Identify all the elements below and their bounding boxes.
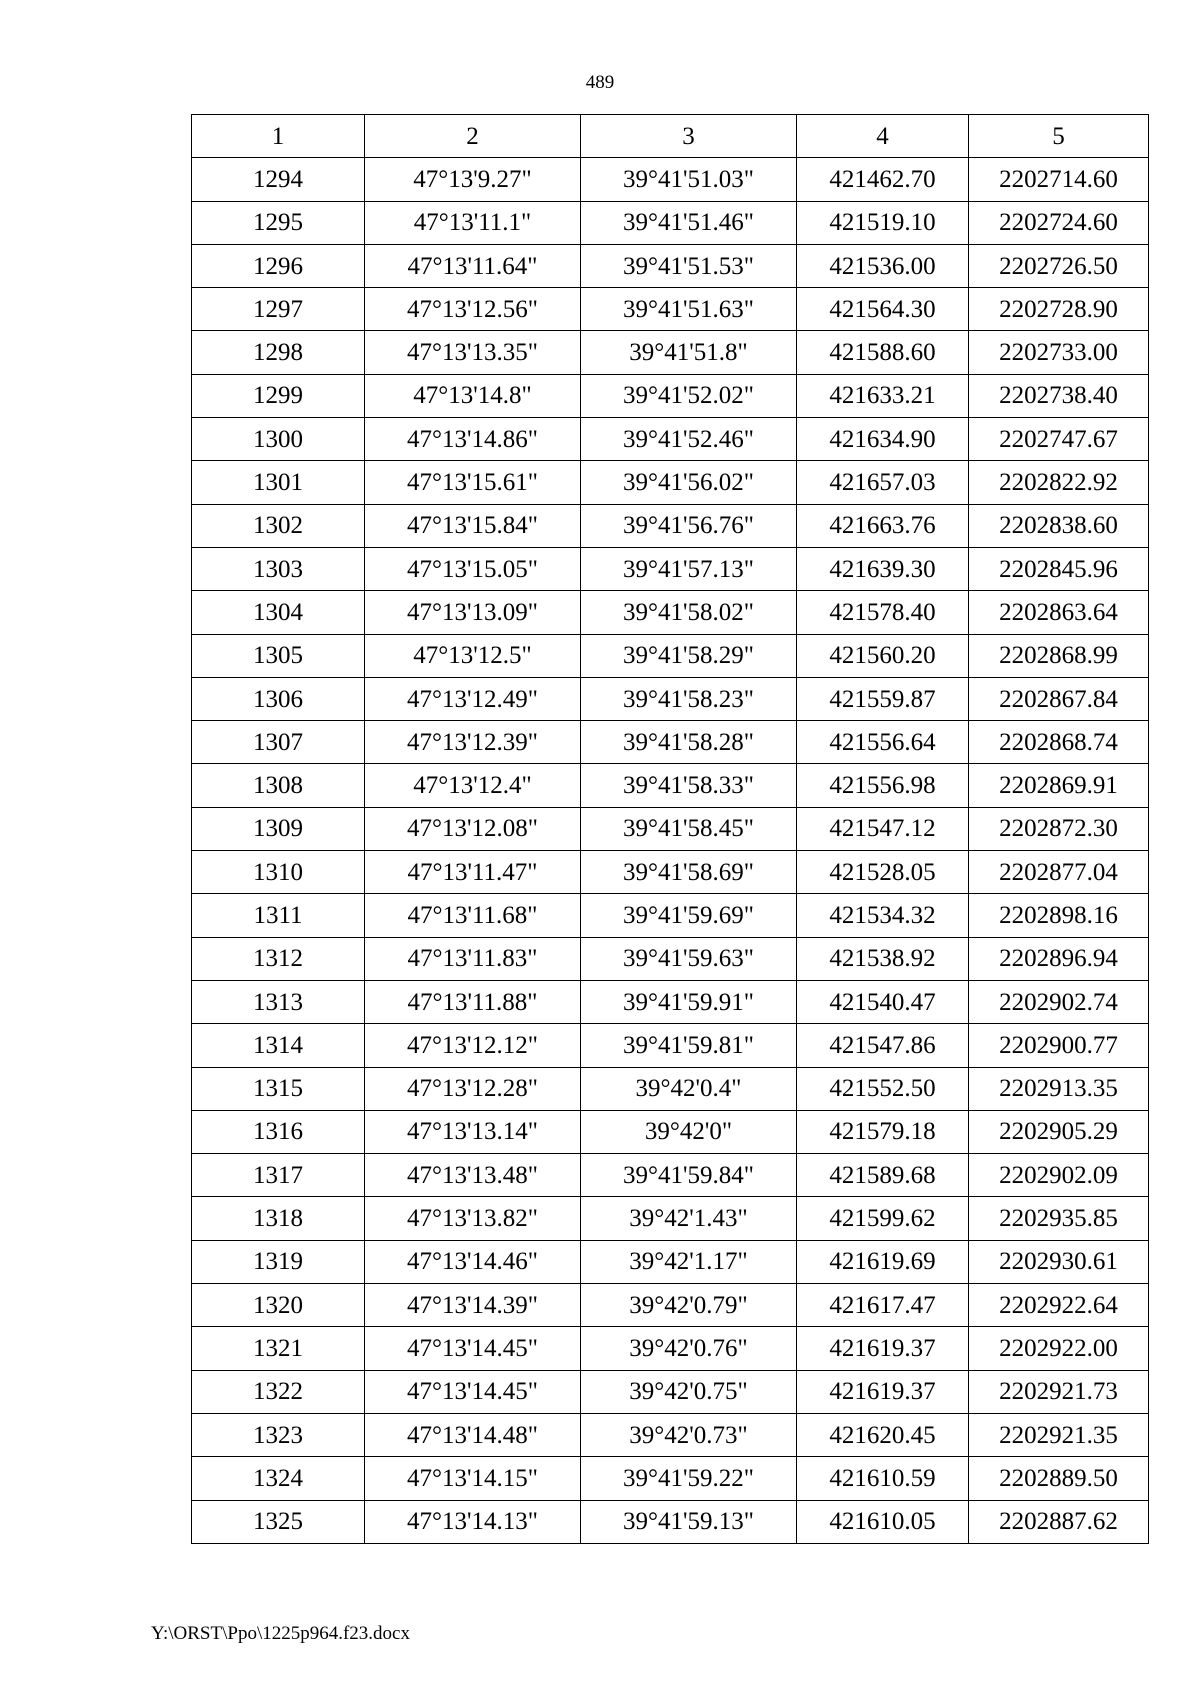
table-row bbox=[192, 331, 1149, 374]
latitude-cell: 47°13'14.39" bbox=[365, 1284, 581, 1327]
x-coordinate-cell: 421599.62 bbox=[797, 1197, 969, 1240]
point-number-cell: 1303 bbox=[192, 547, 365, 590]
longitude-cell: 39°41'59.81" bbox=[581, 1024, 797, 1067]
latitude-cell: 47°13'11.68" bbox=[365, 894, 581, 937]
y-coordinate-cell: 2202921.73 bbox=[969, 1370, 1149, 1413]
point-number-cell: 1298 bbox=[192, 331, 365, 374]
point-number-cell: 1305 bbox=[192, 634, 365, 677]
column-header: 4 bbox=[797, 115, 969, 158]
column-header: 3 bbox=[581, 115, 797, 158]
table-row bbox=[192, 591, 1149, 634]
y-coordinate-cell: 2202898.16 bbox=[969, 894, 1149, 937]
point-number-cell: 1315 bbox=[192, 1067, 365, 1110]
table-row bbox=[192, 1500, 1149, 1543]
x-coordinate-cell: 421552.50 bbox=[797, 1067, 969, 1110]
table-row bbox=[192, 721, 1149, 764]
latitude-cell: 47°13'15.61" bbox=[365, 461, 581, 504]
point-number-cell: 1312 bbox=[192, 937, 365, 980]
y-coordinate-cell: 2202728.90 bbox=[969, 288, 1149, 331]
column-header: 1 bbox=[192, 115, 365, 158]
y-coordinate-cell: 2202930.61 bbox=[969, 1240, 1149, 1283]
point-number-cell: 1325 bbox=[192, 1500, 365, 1543]
x-coordinate-cell: 421633.21 bbox=[797, 374, 969, 417]
table-row bbox=[192, 634, 1149, 677]
longitude-cell: 39°41'59.22" bbox=[581, 1457, 797, 1500]
column-header: 5 bbox=[969, 115, 1149, 158]
table-row bbox=[192, 851, 1149, 894]
point-number-cell: 1317 bbox=[192, 1154, 365, 1197]
x-coordinate-cell: 421589.68 bbox=[797, 1154, 969, 1197]
longitude-cell: 39°42'0" bbox=[581, 1110, 797, 1153]
x-coordinate-cell: 421547.12 bbox=[797, 807, 969, 850]
y-coordinate-cell: 2202922.00 bbox=[969, 1327, 1149, 1370]
y-coordinate-cell: 2202935.85 bbox=[969, 1197, 1149, 1240]
longitude-cell: 39°41'52.02" bbox=[581, 374, 797, 417]
longitude-cell: 39°41'51.03" bbox=[581, 158, 797, 201]
point-number-cell: 1313 bbox=[192, 980, 365, 1023]
x-coordinate-cell: 421639.30 bbox=[797, 547, 969, 590]
latitude-cell: 47°13'14.45" bbox=[365, 1370, 581, 1413]
longitude-cell: 39°41'59.91" bbox=[581, 980, 797, 1023]
table-row bbox=[192, 937, 1149, 980]
latitude-cell: 47°13'14.46" bbox=[365, 1240, 581, 1283]
x-coordinate-cell: 421663.76 bbox=[797, 504, 969, 547]
table-row bbox=[192, 1024, 1149, 1067]
x-coordinate-cell: 421579.18 bbox=[797, 1110, 969, 1153]
table-row bbox=[192, 1067, 1149, 1110]
latitude-cell: 47°13'13.14" bbox=[365, 1110, 581, 1153]
latitude-cell: 47°13'14.86" bbox=[365, 418, 581, 461]
point-number-cell: 1323 bbox=[192, 1413, 365, 1456]
table-row bbox=[192, 1197, 1149, 1240]
table-row bbox=[192, 504, 1149, 547]
y-coordinate-cell: 2202726.50 bbox=[969, 244, 1149, 287]
y-coordinate-cell: 2202714.60 bbox=[969, 158, 1149, 201]
y-coordinate-cell: 2202872.30 bbox=[969, 807, 1149, 850]
x-coordinate-cell: 421556.98 bbox=[797, 764, 969, 807]
x-coordinate-cell: 421610.59 bbox=[797, 1457, 969, 1500]
x-coordinate-cell: 421610.05 bbox=[797, 1500, 969, 1543]
longitude-cell: 39°41'51.53" bbox=[581, 244, 797, 287]
x-coordinate-cell: 421559.87 bbox=[797, 677, 969, 720]
longitude-cell: 39°42'1.43" bbox=[581, 1197, 797, 1240]
x-coordinate-cell: 421578.40 bbox=[797, 591, 969, 634]
latitude-cell: 47°13'14.48" bbox=[365, 1413, 581, 1456]
point-number-cell: 1299 bbox=[192, 374, 365, 417]
table-row bbox=[192, 461, 1149, 504]
y-coordinate-cell: 2202900.77 bbox=[969, 1024, 1149, 1067]
latitude-cell: 47°13'12.56" bbox=[365, 288, 581, 331]
y-coordinate-cell: 2202869.91 bbox=[969, 764, 1149, 807]
x-coordinate-cell: 421536.00 bbox=[797, 244, 969, 287]
x-coordinate-cell: 421619.37 bbox=[797, 1370, 969, 1413]
point-number-cell: 1314 bbox=[192, 1024, 365, 1067]
longitude-cell: 39°41'58.33" bbox=[581, 764, 797, 807]
table-row bbox=[192, 288, 1149, 331]
x-coordinate-cell: 421547.86 bbox=[797, 1024, 969, 1067]
longitude-cell: 39°41'51.8" bbox=[581, 331, 797, 374]
longitude-cell: 39°41'58.02" bbox=[581, 591, 797, 634]
point-number-cell: 1321 bbox=[192, 1327, 365, 1370]
column-header: 2 bbox=[365, 115, 581, 158]
y-coordinate-cell: 2202868.74 bbox=[969, 721, 1149, 764]
x-coordinate-cell: 421540.47 bbox=[797, 980, 969, 1023]
x-coordinate-cell: 421619.37 bbox=[797, 1327, 969, 1370]
latitude-cell: 47°13'14.8" bbox=[365, 374, 581, 417]
longitude-cell: 39°42'0.73" bbox=[581, 1413, 797, 1456]
latitude-cell: 47°13'12.08" bbox=[365, 807, 581, 850]
latitude-cell: 47°13'12.28" bbox=[365, 1067, 581, 1110]
longitude-cell: 39°41'56.02" bbox=[581, 461, 797, 504]
longitude-cell: 39°41'57.13" bbox=[581, 547, 797, 590]
table-row bbox=[192, 201, 1149, 244]
table-row bbox=[192, 1154, 1149, 1197]
latitude-cell: 47°13'15.05" bbox=[365, 547, 581, 590]
longitude-cell: 39°42'0.4" bbox=[581, 1067, 797, 1110]
coordinates-table bbox=[191, 114, 1149, 1544]
x-coordinate-cell: 421619.69 bbox=[797, 1240, 969, 1283]
point-number-cell: 1294 bbox=[192, 158, 365, 201]
latitude-cell: 47°13'12.4" bbox=[365, 764, 581, 807]
table-row bbox=[192, 547, 1149, 590]
latitude-cell: 47°13'15.84" bbox=[365, 504, 581, 547]
longitude-cell: 39°41'59.84" bbox=[581, 1154, 797, 1197]
latitude-cell: 47°13'13.82" bbox=[365, 1197, 581, 1240]
x-coordinate-cell: 421564.30 bbox=[797, 288, 969, 331]
y-coordinate-cell: 2202724.60 bbox=[969, 201, 1149, 244]
x-coordinate-cell: 421588.60 bbox=[797, 331, 969, 374]
point-number-cell: 1322 bbox=[192, 1370, 365, 1413]
point-number-cell: 1310 bbox=[192, 851, 365, 894]
point-number-cell: 1324 bbox=[192, 1457, 365, 1500]
point-number-cell: 1320 bbox=[192, 1284, 365, 1327]
x-coordinate-cell: 421556.64 bbox=[797, 721, 969, 764]
y-coordinate-cell: 2202896.94 bbox=[969, 937, 1149, 980]
x-coordinate-cell: 421560.20 bbox=[797, 634, 969, 677]
longitude-cell: 39°42'1.17" bbox=[581, 1240, 797, 1283]
y-coordinate-cell: 2202867.84 bbox=[969, 677, 1149, 720]
longitude-cell: 39°41'59.13" bbox=[581, 1500, 797, 1543]
table-header-row bbox=[192, 115, 1149, 158]
x-coordinate-cell: 421534.32 bbox=[797, 894, 969, 937]
y-coordinate-cell: 2202877.04 bbox=[969, 851, 1149, 894]
y-coordinate-cell: 2202887.62 bbox=[969, 1500, 1149, 1543]
latitude-cell: 47°13'11.1" bbox=[365, 201, 581, 244]
x-coordinate-cell: 421528.05 bbox=[797, 851, 969, 894]
point-number-cell: 1316 bbox=[192, 1110, 365, 1153]
table-row bbox=[192, 764, 1149, 807]
table-row bbox=[192, 418, 1149, 461]
table-row bbox=[192, 1284, 1149, 1327]
point-number-cell: 1296 bbox=[192, 244, 365, 287]
latitude-cell: 47°13'14.45" bbox=[365, 1327, 581, 1370]
latitude-cell: 47°13'14.15" bbox=[365, 1457, 581, 1500]
latitude-cell: 47°13'12.49" bbox=[365, 677, 581, 720]
longitude-cell: 39°42'0.75" bbox=[581, 1370, 797, 1413]
table-row bbox=[192, 1327, 1149, 1370]
latitude-cell: 47°13'13.48" bbox=[365, 1154, 581, 1197]
table-body bbox=[192, 158, 1149, 1544]
latitude-cell: 47°13'11.47" bbox=[365, 851, 581, 894]
point-number-cell: 1295 bbox=[192, 201, 365, 244]
longitude-cell: 39°41'58.45" bbox=[581, 807, 797, 850]
table-row bbox=[192, 374, 1149, 417]
x-coordinate-cell: 421519.10 bbox=[797, 201, 969, 244]
y-coordinate-cell: 2202913.35 bbox=[969, 1067, 1149, 1110]
table-row bbox=[192, 1370, 1149, 1413]
table-row bbox=[192, 1413, 1149, 1456]
y-coordinate-cell: 2202733.00 bbox=[969, 331, 1149, 374]
point-number-cell: 1304 bbox=[192, 591, 365, 634]
footer-file-path: Y:\ORST\Ppo\1225p964.f23.docx bbox=[151, 1623, 410, 1644]
x-coordinate-cell: 421462.70 bbox=[797, 158, 969, 201]
point-number-cell: 1297 bbox=[192, 288, 365, 331]
y-coordinate-cell: 2202738.40 bbox=[969, 374, 1149, 417]
x-coordinate-cell: 421538.92 bbox=[797, 937, 969, 980]
longitude-cell: 39°41'51.46" bbox=[581, 201, 797, 244]
point-number-cell: 1306 bbox=[192, 677, 365, 720]
longitude-cell: 39°41'59.69" bbox=[581, 894, 797, 937]
y-coordinate-cell: 2202868.99 bbox=[969, 634, 1149, 677]
point-number-cell: 1309 bbox=[192, 807, 365, 850]
table-row bbox=[192, 980, 1149, 1023]
table-row bbox=[192, 244, 1149, 287]
x-coordinate-cell: 421620.45 bbox=[797, 1413, 969, 1456]
point-number-cell: 1308 bbox=[192, 764, 365, 807]
y-coordinate-cell: 2202902.09 bbox=[969, 1154, 1149, 1197]
longitude-cell: 39°41'59.63" bbox=[581, 937, 797, 980]
point-number-cell: 1307 bbox=[192, 721, 365, 764]
longitude-cell: 39°41'58.69" bbox=[581, 851, 797, 894]
point-number-cell: 1318 bbox=[192, 1197, 365, 1240]
latitude-cell: 47°13'12.12" bbox=[365, 1024, 581, 1067]
latitude-cell: 47°13'13.09" bbox=[365, 591, 581, 634]
latitude-cell: 47°13'11.64" bbox=[365, 244, 581, 287]
table-row bbox=[192, 1240, 1149, 1283]
y-coordinate-cell: 2202822.92 bbox=[969, 461, 1149, 504]
longitude-cell: 39°42'0.76" bbox=[581, 1327, 797, 1370]
y-coordinate-cell: 2202905.29 bbox=[969, 1110, 1149, 1153]
latitude-cell: 47°13'12.39" bbox=[365, 721, 581, 764]
x-coordinate-cell: 421634.90 bbox=[797, 418, 969, 461]
y-coordinate-cell: 2202921.35 bbox=[969, 1413, 1149, 1456]
latitude-cell: 47°13'14.13" bbox=[365, 1500, 581, 1543]
latitude-cell: 47°13'12.5" bbox=[365, 634, 581, 677]
table-row bbox=[192, 894, 1149, 937]
point-number-cell: 1302 bbox=[192, 504, 365, 547]
y-coordinate-cell: 2202902.74 bbox=[969, 980, 1149, 1023]
x-coordinate-cell: 421617.47 bbox=[797, 1284, 969, 1327]
point-number-cell: 1300 bbox=[192, 418, 365, 461]
y-coordinate-cell: 2202838.60 bbox=[969, 504, 1149, 547]
y-coordinate-cell: 2202922.64 bbox=[969, 1284, 1149, 1327]
latitude-cell: 47°13'9.27" bbox=[365, 158, 581, 201]
longitude-cell: 39°41'58.28" bbox=[581, 721, 797, 764]
longitude-cell: 39°41'58.23" bbox=[581, 677, 797, 720]
table-row bbox=[192, 1457, 1149, 1500]
page-number: 489 bbox=[585, 72, 615, 93]
x-coordinate-cell: 421657.03 bbox=[797, 461, 969, 504]
longitude-cell: 39°41'51.63" bbox=[581, 288, 797, 331]
y-coordinate-cell: 2202845.96 bbox=[969, 547, 1149, 590]
table-row bbox=[192, 807, 1149, 850]
latitude-cell: 47°13'11.88" bbox=[365, 980, 581, 1023]
latitude-cell: 47°13'11.83" bbox=[365, 937, 581, 980]
point-number-cell: 1319 bbox=[192, 1240, 365, 1283]
longitude-cell: 39°42'0.79" bbox=[581, 1284, 797, 1327]
y-coordinate-cell: 2202863.64 bbox=[969, 591, 1149, 634]
table-row bbox=[192, 1110, 1149, 1153]
longitude-cell: 39°41'52.46" bbox=[581, 418, 797, 461]
point-number-cell: 1301 bbox=[192, 461, 365, 504]
longitude-cell: 39°41'58.29" bbox=[581, 634, 797, 677]
longitude-cell: 39°41'56.76" bbox=[581, 504, 797, 547]
latitude-cell: 47°13'13.35" bbox=[365, 331, 581, 374]
table-row bbox=[192, 158, 1149, 201]
y-coordinate-cell: 2202747.67 bbox=[969, 418, 1149, 461]
y-coordinate-cell: 2202889.50 bbox=[969, 1457, 1149, 1500]
table-row bbox=[192, 677, 1149, 720]
point-number-cell: 1311 bbox=[192, 894, 365, 937]
